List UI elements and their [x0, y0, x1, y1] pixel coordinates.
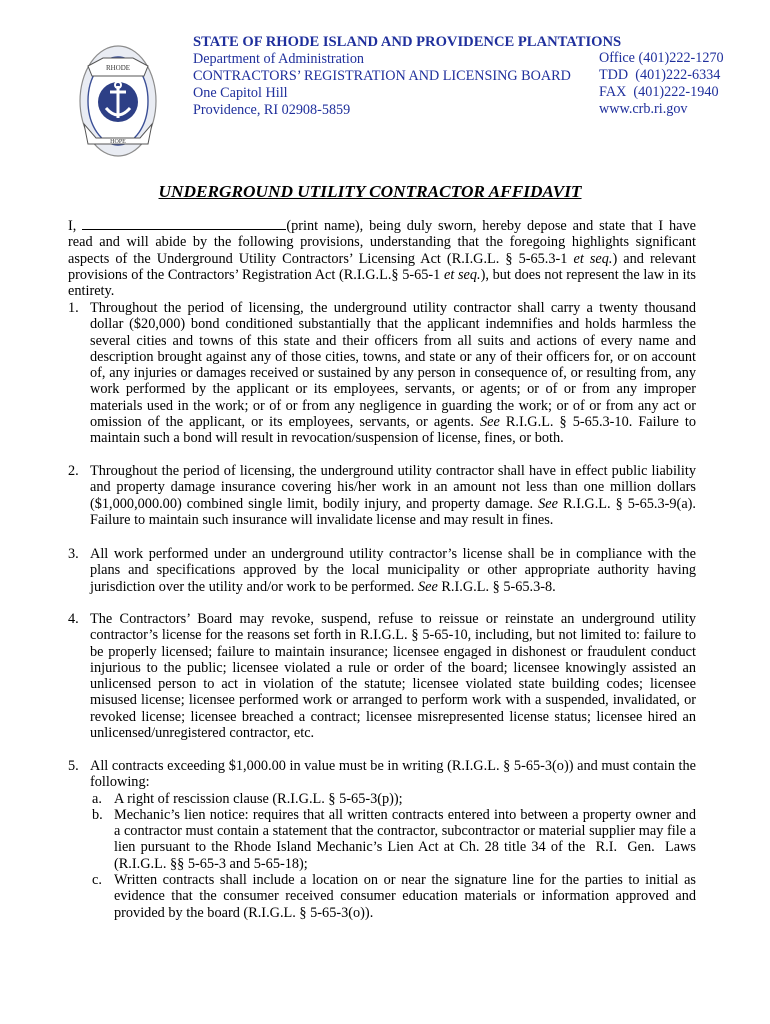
seal-text-bottom: HOPE: [110, 139, 126, 145]
intro-et-seq-1: et seq.: [573, 250, 613, 267]
print-name-field[interactable]: [82, 218, 286, 230]
subitem-b: [92, 806, 700, 872]
subitem-c: [92, 872, 696, 921]
state-name: STATE OF RHODE ISLAND AND PROVIDENCE PLANTATIONS: [193, 34, 622, 50]
provision-text: [90, 758, 696, 791]
intro-pre: I,: [68, 218, 77, 234]
subitem-text: A right of rescission clause (R.I.G.L. § 5-65-3(p));: [114, 790, 403, 807]
subitem-a: [92, 791, 696, 807]
provision-text: [90, 300, 714, 447]
provision-text: [90, 546, 696, 595]
provision-2: [68, 463, 696, 528]
provision-text-a: All contracts exceeding $1,000.00 in value must be in writing (R.I.G.L. § 5-65-3(o)) and must contain the following:: [90, 758, 696, 791]
provision-3: [68, 546, 696, 595]
office-phone: Office (401)222-1270: [599, 50, 724, 66]
provision-text-a: All work performed under an underground utility contractor’s license shall be in compliance with the plans and specifications approved by the local municipality or other appropriate authority having jurisdiction over the utility and/or work to be performed.: [90, 546, 696, 595]
provision-1: [68, 300, 714, 447]
address-line-1: One Capitol Hill: [193, 85, 288, 101]
tdd-phone: TDD (401)222-6334: [599, 67, 721, 83]
see-ref: See: [479, 414, 500, 431]
provision-4: [68, 611, 696, 741]
provision-5: [68, 758, 700, 921]
provision-number: 4.: [68, 611, 79, 627]
website-link[interactable]: www.crb.ri.gov: [599, 101, 688, 117]
provision-text-a: Throughout the period of licensing, the underground utility contractor shall carry a twenty thousand dollar ($20,000) bond conditioned substantially that the applicant indemnifies and holds harmless the several cities and towns of this state and their officers from all suits and actions of every name and description brought against any of those cities, towns, and state or any of their officers for, or on account of, any injuries or damages received or sustained by any person in consequence of, or resulting from, any work performed by the applicant or its employees, servants, or agents; or of or from any improper materials used in the work; or of or from any negligence in guarding the work; or of or from any act or omission of the applicant, or its employees, servants, or agents.: [90, 300, 714, 431]
provision-number: 3.: [68, 546, 79, 562]
intro-end: ), but does not represent the law in its entirety.: [68, 266, 696, 300]
fax-number: FAX (401)222-1940: [599, 84, 719, 100]
provision-number: 5.: [68, 758, 79, 774]
contact-info: [599, 50, 724, 118]
seal-text-top: RHODE: [105, 64, 131, 72]
provision-text: [90, 611, 696, 741]
see-ref: See: [417, 578, 438, 595]
subitem-letter: b.: [92, 806, 103, 823]
provision-text-a: The Contractors’ Board may revoke, suspend, refuse to reissue or reinstate an underground utility contractor’s license for the reasons set forth in R.I.G.L. § 5-65-10, including, but not limited to: failure to be properly licensed; failure to maintain insurance; licensee engaged in dishonest or fraudulent conduct injurious to the public; licensee violated a rule or order of the board; licensee knowingly assisted an unlicensed person to act in violation of the statute; licensee violated state building codes; licensee misused license; licensee performed work or arranged to perform work with a suspended, invalidated, or revoked license; licensee breached a contract; licensee misrepresented license status; licensee hired an unlicensed/unregistered contractor, etc.: [90, 611, 696, 742]
provision-text-a: Throughout the period of licensing, the underground utility contractor shall have in effect public liability and property damage insurance covering his/her work in an amount not less than one million dollars ($1,000,000.00) combined single limit, bodily injury, and property damage.: [90, 463, 696, 512]
intro-et-seq-2: et seq.: [443, 266, 481, 283]
department-name: Department of Administration: [193, 51, 365, 67]
subitem-letter: a.: [92, 790, 102, 807]
provision-text: [90, 463, 696, 528]
provision-text-b: R.I.G.L. § 5-65.3-10. Failure to maintain such a bond will result in revocation/suspension of license, fines, or both.: [90, 414, 697, 447]
intro-mid: ) and relevant provisions of the Contractors’ Registration Act (R.I.G.L.§ 5-65-1: [68, 250, 696, 283]
provision-text-b: R.I.G.L. § 5-65.3-9(a). Failure to maintain such insurance will invalidate license and may result in fines.: [90, 495, 696, 528]
state-seal-icon: [78, 44, 158, 158]
letterhead: [0, 30, 770, 145]
provision-number: 2.: [68, 463, 79, 479]
address-line-2: Providence, RI 02908-5859: [193, 102, 351, 118]
subitem-text: Mechanic’s lien notice: requires that all written contracts entered into between a property owner and a contractor must contain a statement that the contractor, subcontractor or material supplier may file a lien pursuant to the Rhode Island Mechanic’s Lien Act at Ch. 28 title 34 of the R.I. Gen. Laws (R.I.G.L. §§ 5-65-3 and 5-65-18);: [114, 806, 700, 872]
intro-line1: (print name), being duly sworn, hereby depose and state that I have read and will abide by the following provisions, understanding that the foregoing highlights significant aspects of the Underground Utility Contractors’ Licensing Act (R.I.G.L. § 5-65.3-1: [68, 218, 696, 267]
subitem-text: Written contracts shall include a location on or near the signature line for the parties to initial as evidence that the consumer received consumer education materials or information approved and provided by the board (R.I.G.L. § 5-65-3(o)).: [114, 872, 696, 921]
document-title: UNDERGROUND UTILITY CONTRACTOR AFFIDAVIT: [158, 182, 582, 201]
provision-number: 1.: [68, 300, 79, 316]
board-name: CONTRACTORS’ REGISTRATION AND LICENSING BOARD: [193, 68, 571, 84]
provision-text-b: R.I.G.L. § 5-65.3-8.: [441, 578, 556, 595]
subitem-letter: c.: [92, 872, 102, 889]
see-ref: See: [538, 495, 558, 512]
intro-paragraph: [68, 218, 696, 299]
board-address: [193, 34, 621, 119]
